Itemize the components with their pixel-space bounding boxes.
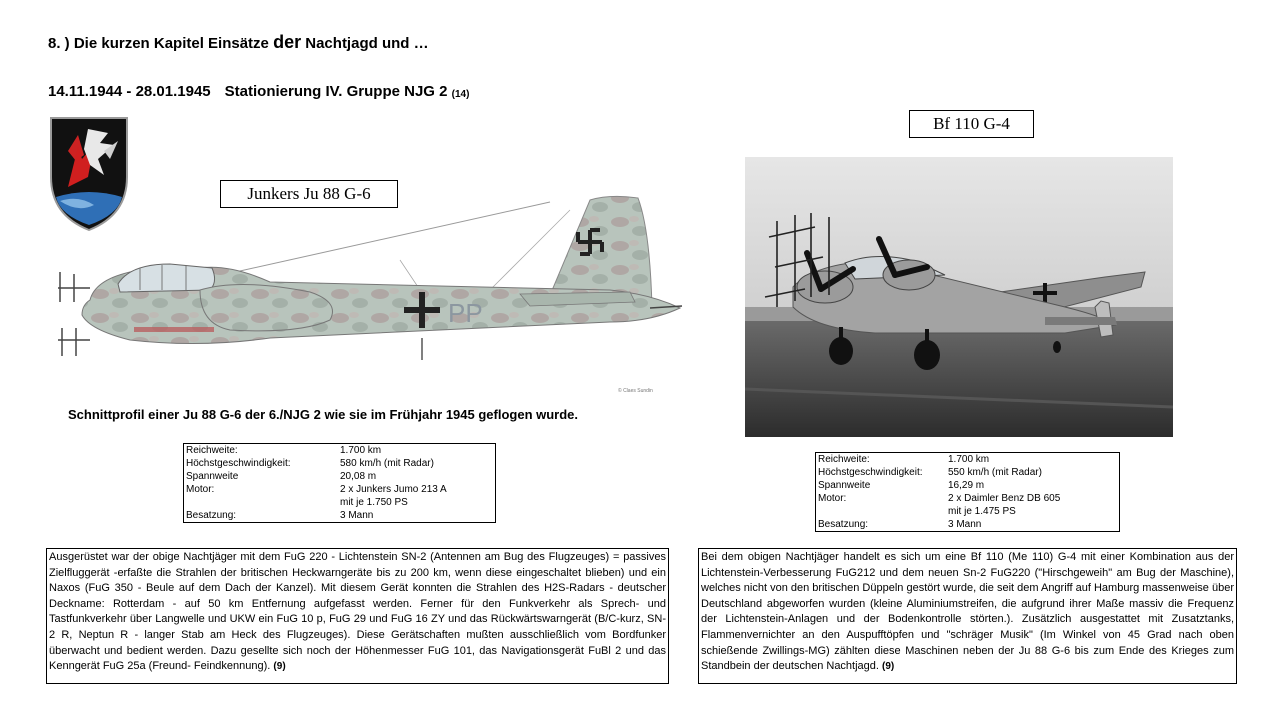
spec-key: Höchstgeschwindigkeit: (818, 467, 923, 478)
spec-value: 1.700 km (340, 445, 382, 456)
date-range: 14.11.1944 - 28.01.1945 (48, 83, 211, 100)
spec-value: 3 Mann (340, 510, 374, 521)
table-row (184, 470, 496, 483)
spec-key: Reichweite: (186, 445, 238, 456)
title-emph: der (273, 32, 302, 52)
table-row (184, 496, 496, 509)
spec-key: Höchstgeschwindigkeit: (186, 458, 291, 469)
ju88-description-text: Ausgerüstet war der obige Nachtjäger mit dem FuG 220 - Lichtenstein SN-2 (Antennen am Bug des Flugzeuges) = passives Zielfluggerät -erfaßte die Strahlen der britischen Heckwarngeräte bis zu 200 km, wenn diese eingeschaltet blieben) und ein Naxos (FuG 350 - Beule auf dem Dach der Kanzel). Mit diesem Gerät konnten die Strahlen des H2S-Radars - deutscher Deckname: Rotterdam - auf 50 km Entfernung aufgefasst werden. Ferner für den Funkverkehr als Sprech- und Tastfunkverkehr über Langwelle und UKW ein FuG 10 p, FuG 29 und FuG 16 ZY und das Rückwärtswarngerät (B/C-kurz, SN-2 R, Neptun R - langer Stab am Heck des Flugzeuges). Diese Gerätschaften mußten ausschließlich vom Bordfunker überwacht und bedient werden. Dazu gesellte sich noch der Höhenmesser FuG 101, das Navigationsgerät FuBl 2 und das Kenngerät FuG 25a (Freund- Feindkennung). (49, 551, 666, 673)
bf110-photo-icon (745, 157, 1173, 437)
table-row (816, 466, 1120, 479)
table-row (184, 457, 496, 470)
table-row (184, 483, 496, 496)
ju88-specs-table (183, 443, 496, 523)
page-title (48, 32, 429, 53)
spec-key: Besatzung: (186, 510, 237, 521)
spec-value: 16,29 m (948, 480, 985, 491)
spec-key (184, 496, 339, 509)
spec-value: 2 x Junkers Jumo 213 A (340, 484, 447, 495)
spec-key: Spannweite (818, 480, 871, 491)
bf110-label: Bf 110 G-4 (909, 110, 1034, 138)
ju88-description (46, 548, 669, 684)
ju88-tail-code: PP (448, 298, 483, 328)
title-prefix: 8. ) Die kurzen Kapitel Einsätze (48, 35, 274, 52)
title-suffix: Nachtjagd und … (301, 35, 429, 52)
station-ref: (14) (451, 89, 470, 100)
spec-key: Spannweite (186, 471, 239, 482)
spec-value: mit je 1.475 PS (948, 506, 1016, 517)
bf110-specs-table (815, 452, 1120, 532)
spec-key (816, 505, 947, 518)
ju88-copyright: © Claes Sundin (618, 388, 653, 394)
bf110-description-ref: (9) (882, 661, 895, 673)
spec-value: 550 km/h (mit Radar) (948, 467, 1042, 478)
table-row (816, 453, 1120, 467)
table-row (184, 444, 496, 458)
bf110-description (698, 548, 1237, 684)
ju88-profile-icon (50, 190, 690, 380)
spec-key: Motor: (186, 484, 215, 495)
table-row (816, 518, 1120, 532)
spec-value: 1.700 km (948, 454, 990, 465)
spec-value: 580 km/h (mit Radar) (340, 458, 434, 469)
station-text: Stationierung IV. Gruppe NJG 2 (224, 83, 448, 100)
page-subtitle (48, 83, 469, 100)
spec-key: Reichweite: (818, 454, 870, 465)
spec-key: Besatzung: (818, 519, 869, 530)
table-row (816, 492, 1120, 505)
spec-value: 20,08 m (340, 471, 377, 482)
spec-value: mit je 1.750 PS (340, 497, 408, 508)
ju88-description-ref: (9) (273, 661, 286, 673)
spec-key: Motor: (818, 493, 847, 504)
spec-value: 2 x Daimler Benz DB 605 (948, 493, 1061, 504)
spec-value: 3 Mann (948, 519, 982, 530)
table-row (816, 479, 1120, 492)
table-row (816, 505, 1120, 518)
ju88-caption: Schnittprofil einer Ju 88 G-6 der 6./NJG 2 wie sie im Frühjahr 1945 geflogen wurde. (68, 407, 579, 422)
ju88-label: Junkers Ju 88 G-6 (220, 180, 398, 208)
bf110-description-text: Bei dem obigen Nachtjäger handelt es sich um eine Bf 110 (Me 110) G-4 mit einer Kombination aus der Lichtenstein-Verbesserung FuG212 und dem neuen Sn-2 FuG220 ("Hirschgeweih" am Bug der Maschine), welches nicht von den britischen Düppeln gestört wurde, die seit dem Angriff auf Hamburg massenweise über Deutschland abgeworfen wurden (kleine Aluminiumstreifen, die aufgrund ihrer Maße massiv die Frequenz der Lichtenstein-Anlagen und der Bodenkontrolle störten.). Zusätzlich ausgestattet mit Zusatztanks, Flammenvernichter an den Auspufftöpfen und "schräger Musik" (Im Winkel von 45 Grad nach oben schießende Zwillings-MG) zählten diese Maschinen neben der Ju 88 G-6 bis zum Ende des Krieges zum Standbein der deutschen Nachtjagd. (701, 551, 1234, 673)
table-row (184, 509, 496, 523)
